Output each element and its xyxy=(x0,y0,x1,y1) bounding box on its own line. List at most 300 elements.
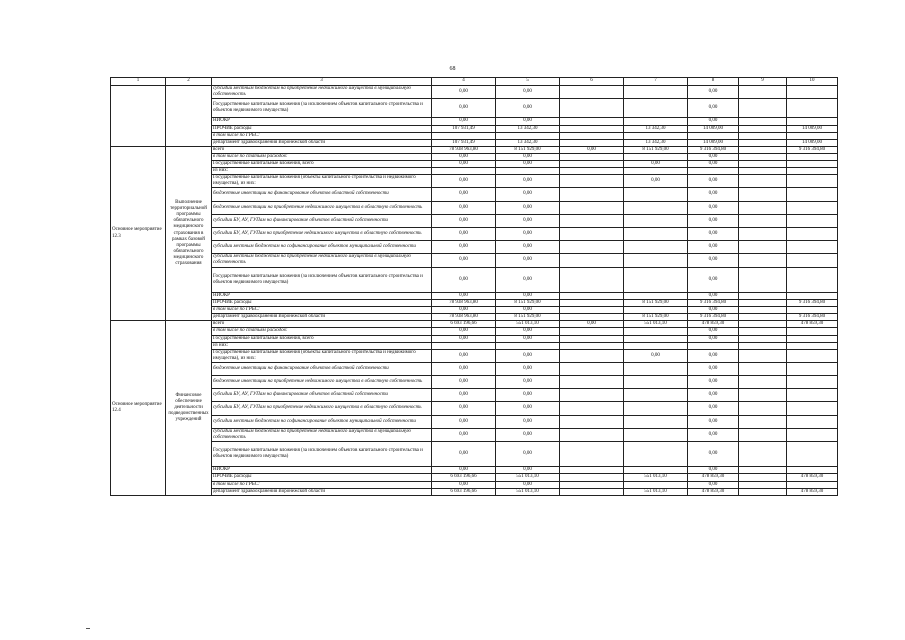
value-cell-col10 xyxy=(787,99,838,118)
table-row xyxy=(111,201,838,214)
value-cell-col7 xyxy=(624,467,688,474)
row-label: Государственные капитальные вложения (объекты капитального строительства и недвижимого имущества), из них: xyxy=(212,349,432,362)
value-cell-col4: 0,00 xyxy=(432,214,496,227)
value-cell-col5: 13 342,30 xyxy=(496,139,560,146)
value-cell-col6 xyxy=(560,307,624,314)
table-row xyxy=(111,328,838,335)
value-cell-col6: 0,00 xyxy=(560,321,624,328)
activity-code: Основное мероприятие 12.4 xyxy=(111,321,166,495)
value-cell-col6 xyxy=(560,118,624,125)
value-cell-col10: 14 009,00 xyxy=(787,125,838,132)
value-cell-col7 xyxy=(624,328,688,335)
value-cell-col9 xyxy=(739,132,787,139)
value-cell-col5: 0,00 xyxy=(496,201,560,214)
value-cell-col6 xyxy=(560,335,624,342)
value-cell-col8: 0,00 xyxy=(688,362,739,375)
value-cell-col10 xyxy=(787,292,838,299)
table-row xyxy=(111,118,838,125)
value-cell-col9 xyxy=(739,188,787,201)
value-cell-col5: 0,00 xyxy=(496,267,560,292)
value-cell-col4: 0,00 xyxy=(432,307,496,314)
value-cell-col9 xyxy=(739,328,787,335)
value-cell-col9 xyxy=(739,474,787,481)
value-cell-col9 xyxy=(739,201,787,214)
value-cell-col7: 13 342,30 xyxy=(624,125,688,132)
value-cell-col9 xyxy=(739,481,787,488)
table-row xyxy=(111,139,838,146)
value-cell-col8: 0,00 xyxy=(688,227,739,240)
value-cell-col4: 0,00 xyxy=(432,99,496,118)
row-label: бюджетные инвестиции на финансирование объектов областной собственности xyxy=(212,362,432,375)
value-cell-col5: 0,00 xyxy=(496,227,560,240)
value-cell-col8: 14 009,00 xyxy=(688,139,739,146)
value-cell-col10 xyxy=(787,161,838,168)
value-cell-col7 xyxy=(624,376,688,389)
header-cell: 7 xyxy=(624,78,688,86)
value-cell-col4: 0,00 xyxy=(432,349,496,362)
value-cell-col9 xyxy=(739,241,787,254)
value-cell-col6 xyxy=(560,241,624,254)
value-cell-col7 xyxy=(624,99,688,118)
value-cell-col6 xyxy=(560,389,624,402)
value-cell-col7: 8 151 929,00 xyxy=(624,300,688,307)
row-label: ПРОЧИЕ расходы xyxy=(212,474,432,481)
value-cell-col6 xyxy=(560,153,624,160)
value-cell-col10 xyxy=(787,428,838,441)
row-label: Государственные капитальные вложения (объекты капитального строительства и недвижимого имущества), из них: xyxy=(212,175,432,188)
value-cell-col4: 6 693 196,66 xyxy=(432,488,496,495)
value-cell-col10 xyxy=(787,86,838,99)
value-cell-col10 xyxy=(787,188,838,201)
value-cell-col10 xyxy=(787,362,838,375)
value-cell-col8: 0,00 xyxy=(688,349,739,362)
value-cell-col5: 0,00 xyxy=(496,428,560,441)
value-cell-col8: 0,00 xyxy=(688,188,739,201)
value-cell-col7 xyxy=(624,442,688,467)
row-label: субсидии местным бюджетам на софинансирование объектов муниципальной собственности xyxy=(212,241,432,254)
value-cell-col5: 0,00 xyxy=(496,254,560,267)
table-row xyxy=(111,86,838,99)
value-cell-col10 xyxy=(787,481,838,488)
value-cell-col9 xyxy=(739,161,787,168)
table-row xyxy=(111,488,838,495)
table-row xyxy=(111,300,838,307)
value-cell-col9 xyxy=(739,300,787,307)
value-cell-col6 xyxy=(560,132,624,139)
value-cell-col5: 0,00 xyxy=(496,335,560,342)
value-cell-col4: 0,00 xyxy=(432,118,496,125)
value-cell-col8: 0,00 xyxy=(688,292,739,299)
value-cell-col7 xyxy=(624,227,688,240)
table-row xyxy=(111,349,838,362)
value-cell-col7 xyxy=(624,254,688,267)
value-cell-col5: 0,00 xyxy=(496,389,560,402)
value-cell-col10 xyxy=(787,132,838,139)
value-cell-col9 xyxy=(739,321,787,328)
value-cell-col5: 0,00 xyxy=(496,161,560,168)
table-row xyxy=(111,428,838,441)
value-cell-col5: 0,00 xyxy=(496,241,560,254)
value-cell-col8: 0,00 xyxy=(688,442,739,467)
value-cell-col7 xyxy=(624,168,688,175)
value-cell-col10 xyxy=(787,442,838,467)
table-row xyxy=(111,132,838,139)
value-cell-col10 xyxy=(787,349,838,362)
value-cell-col8: 0,00 xyxy=(688,467,739,474)
value-cell-col9 xyxy=(739,488,787,495)
value-cell-col7: 551 013,10 xyxy=(624,474,688,481)
value-cell-col5: 0,00 xyxy=(496,402,560,415)
value-cell-col6 xyxy=(560,99,624,118)
value-cell-col8: 0,00 xyxy=(688,99,739,118)
value-cell-col5: 8 151 929,00 xyxy=(496,314,560,321)
value-cell-col5: 0,00 xyxy=(496,415,560,428)
value-cell-col9 xyxy=(739,168,787,175)
table-row xyxy=(111,376,838,389)
value-cell-col4: 0,00 xyxy=(432,254,496,267)
value-cell-col5: 0,00 xyxy=(496,292,560,299)
value-cell-col8: 0,00 xyxy=(688,254,739,267)
value-cell-col6 xyxy=(560,342,624,349)
value-cell-col5: 0,00 xyxy=(496,214,560,227)
value-cell-col10: 9 316 394,80 xyxy=(787,300,838,307)
value-cell-col5 xyxy=(496,132,560,139)
value-cell-col6 xyxy=(560,175,624,188)
value-cell-col8: 0,00 xyxy=(688,161,739,168)
value-cell-col10: 478 859,30 xyxy=(787,488,838,495)
value-cell-col8: 478 859,30 xyxy=(688,474,739,481)
row-label: в том числе по ГРБС: xyxy=(212,307,432,314)
value-cell-col7 xyxy=(624,86,688,99)
value-cell-col4: 0,00 xyxy=(432,188,496,201)
value-cell-col6 xyxy=(560,442,624,467)
value-cell-col10 xyxy=(787,376,838,389)
value-cell-col7 xyxy=(624,241,688,254)
value-cell-col10 xyxy=(787,168,838,175)
value-cell-col9 xyxy=(739,402,787,415)
value-cell-col4: 78 938 963,80 xyxy=(432,300,496,307)
value-cell-col6 xyxy=(560,376,624,389)
value-cell-col7: 0,00 xyxy=(624,175,688,188)
value-cell-col6 xyxy=(560,161,624,168)
row-label: субсидии БУ, АУ, ГУПам на финансирование объектов областной собственности xyxy=(212,214,432,227)
value-cell-col7 xyxy=(624,132,688,139)
value-cell-col8: 0,00 xyxy=(688,214,739,227)
table-row xyxy=(111,241,838,254)
table-row xyxy=(111,362,838,375)
value-cell-col4 xyxy=(432,342,496,349)
value-cell-col5: 0,00 xyxy=(496,99,560,118)
value-cell-col9 xyxy=(739,292,787,299)
table-row xyxy=(111,342,838,349)
value-cell-col5: 0,00 xyxy=(496,467,560,474)
table-row xyxy=(111,321,838,328)
row-label: субсидии БУ, АУ, ГУПам на финансирование объектов областной собственности xyxy=(212,389,432,402)
row-label: Государственные капитальные вложения, всего xyxy=(212,335,432,342)
value-cell-col5: 13 342,30 xyxy=(496,125,560,132)
value-cell-col7 xyxy=(624,214,688,227)
value-cell-col10 xyxy=(787,307,838,314)
value-cell-col4: 78 938 963,80 xyxy=(432,146,496,153)
row-label: в том числе по статьям расходов: xyxy=(212,153,432,160)
header-cell: 8 xyxy=(688,78,739,86)
activity-name: Выполнение территориальной программы обязательного медицинского страхования в рамках базовой программы обязательного медицинского страхования xyxy=(166,146,212,320)
value-cell-col9 xyxy=(739,99,787,118)
value-cell-col7: 0,00 xyxy=(624,161,688,168)
value-cell-col9 xyxy=(739,362,787,375)
value-cell-col9 xyxy=(739,175,787,188)
budget-table xyxy=(110,77,838,496)
header-cell: 9 xyxy=(739,78,787,86)
table-row xyxy=(111,254,838,267)
value-cell-col6 xyxy=(560,481,624,488)
value-cell-col9 xyxy=(739,415,787,428)
value-cell-col9 xyxy=(739,376,787,389)
value-cell-col4: 0,00 xyxy=(432,428,496,441)
value-cell-col6 xyxy=(560,467,624,474)
value-cell-col4: 6 693 196,66 xyxy=(432,474,496,481)
row-label: из них: xyxy=(212,342,432,349)
value-cell-col10: 478 859,30 xyxy=(787,321,838,328)
value-cell-col4: 0,00 xyxy=(432,227,496,240)
value-cell-col4: 0,00 xyxy=(432,153,496,160)
row-label: в том числе по статьям расходов: xyxy=(212,328,432,335)
value-cell-col4: 0,00 xyxy=(432,362,496,375)
value-cell-col4: 0,00 xyxy=(432,267,496,292)
value-cell-col5: 551 013,10 xyxy=(496,321,560,328)
row-label: бюджетные инвестиции на приобретение недвижимого имущества в областную собственность xyxy=(212,376,432,389)
value-cell-col8: 0,00 xyxy=(688,267,739,292)
value-cell-col4: 0,00 xyxy=(432,389,496,402)
value-cell-col10 xyxy=(787,328,838,335)
table-row xyxy=(111,168,838,175)
value-cell-col6 xyxy=(560,428,624,441)
table-row xyxy=(111,227,838,240)
value-cell-col5: 0,00 xyxy=(496,349,560,362)
header-cell: 4 xyxy=(432,78,496,86)
activity-code: Основное мероприятие 12.3 xyxy=(111,146,166,320)
table-row xyxy=(111,99,838,118)
table-row xyxy=(111,125,838,132)
value-cell-col9 xyxy=(739,442,787,467)
row-label: в том числе по ГРБС: xyxy=(212,481,432,488)
value-cell-col9 xyxy=(739,139,787,146)
value-cell-col6 xyxy=(560,227,624,240)
value-cell-col9 xyxy=(739,146,787,153)
value-cell-col7 xyxy=(624,307,688,314)
value-cell-col7: 0,00 xyxy=(624,349,688,362)
table-row xyxy=(111,153,838,160)
table-row xyxy=(111,161,838,168)
value-cell-col5: 0,00 xyxy=(496,153,560,160)
value-cell-col4: 0,00 xyxy=(432,335,496,342)
value-cell-col8 xyxy=(688,132,739,139)
value-cell-col6 xyxy=(560,362,624,375)
value-cell-col4: 78 938 963,80 xyxy=(432,314,496,321)
value-cell-col8: 0,00 xyxy=(688,241,739,254)
row-label: субсидии местным бюджетам на приобретение недвижимого имущества в муниципальную собственность xyxy=(212,86,432,99)
value-cell-col4: 0,00 xyxy=(432,415,496,428)
row-label: субсидии местным бюджетам на приобретение недвижимого имущества в муниципальную собственность xyxy=(212,428,432,441)
value-cell-col7 xyxy=(624,153,688,160)
value-cell-col7: 8 151 929,00 xyxy=(624,314,688,321)
row-label: ПРОЧИЕ расходы xyxy=(212,125,432,132)
row-label: субсидии местным бюджетам на приобретение недвижимого имущества в муниципальную собственность xyxy=(212,254,432,267)
value-cell-col7 xyxy=(624,188,688,201)
row-label: субсидии БУ, АУ, ГУПам на приобретение недвижимого имущества в областную собственность xyxy=(212,402,432,415)
value-cell-col10 xyxy=(787,153,838,160)
value-cell-col9 xyxy=(739,254,787,267)
row-label: бюджетные инвестиции на финансирование объектов областной собственности xyxy=(212,188,432,201)
activity-name: Финансовое обеспечение деятельности подведомственных учреждений xyxy=(166,321,212,495)
value-cell-col8: 478 859,30 xyxy=(688,321,739,328)
value-cell-col8: 0,00 xyxy=(688,307,739,314)
row-label: бюджетные инвестиции на приобретение недвижимого имущества в областную собственность xyxy=(212,201,432,214)
value-cell-col10 xyxy=(787,389,838,402)
value-cell-col9 xyxy=(739,153,787,160)
value-cell-col6 xyxy=(560,188,624,201)
value-cell-col9 xyxy=(739,118,787,125)
value-cell-col9 xyxy=(739,125,787,132)
value-cell-col6 xyxy=(560,402,624,415)
value-cell-col9 xyxy=(739,349,787,362)
table-row xyxy=(111,389,838,402)
header-cell: 3 xyxy=(212,78,432,86)
value-cell-col7 xyxy=(624,389,688,402)
table-row xyxy=(111,481,838,488)
value-cell-col6 xyxy=(560,86,624,99)
value-cell-col6 xyxy=(560,168,624,175)
value-cell-col8: 9 316 394,80 xyxy=(688,300,739,307)
activity-name xyxy=(166,86,212,147)
row-label: субсидии БУ, АУ, ГУПам на приобретение недвижимого имущества в областную собственность xyxy=(212,227,432,240)
value-cell-col4: 0,00 xyxy=(432,467,496,474)
value-cell-col8: 0,00 xyxy=(688,389,739,402)
value-cell-col9 xyxy=(739,86,787,99)
value-cell-col10: 9 316 394,80 xyxy=(787,314,838,321)
value-cell-col5: 551 013,10 xyxy=(496,488,560,495)
value-cell-col8: 14 009,00 xyxy=(688,125,739,132)
scan-mark xyxy=(86,628,90,629)
value-cell-col4: 0,00 xyxy=(432,201,496,214)
value-cell-col5: 0,00 xyxy=(496,362,560,375)
value-cell-col9 xyxy=(739,342,787,349)
value-cell-col8: 478 859,30 xyxy=(688,488,739,495)
value-cell-col6 xyxy=(560,139,624,146)
value-cell-col9 xyxy=(739,227,787,240)
row-label: Государственные капитальные вложения, всего xyxy=(212,161,432,168)
value-cell-col10 xyxy=(787,214,838,227)
value-cell-col8: 0,00 xyxy=(688,118,739,125)
value-cell-col8: 0,00 xyxy=(688,335,739,342)
value-cell-col9 xyxy=(739,307,787,314)
value-cell-col10 xyxy=(787,254,838,267)
value-cell-col6 xyxy=(560,201,624,214)
value-cell-col4: 0,00 xyxy=(432,86,496,99)
value-cell-col7 xyxy=(624,201,688,214)
value-cell-col6 xyxy=(560,214,624,227)
value-cell-col4: 0,00 xyxy=(432,376,496,389)
value-cell-col8: 0,00 xyxy=(688,415,739,428)
value-cell-col5: 0,00 xyxy=(496,86,560,99)
header-cell: 1 xyxy=(111,78,166,86)
table-row xyxy=(111,214,838,227)
value-cell-col5: 0,00 xyxy=(496,118,560,125)
value-cell-col5: 8 151 929,00 xyxy=(496,146,560,153)
value-cell-col6 xyxy=(560,254,624,267)
value-cell-col4: 0,00 xyxy=(432,481,496,488)
value-cell-col6: 0,00 xyxy=(560,146,624,153)
value-cell-col4: 107 931,49 xyxy=(432,125,496,132)
row-label: НИОКР xyxy=(212,292,432,299)
row-label: департамент здравоохранения Воронежской области xyxy=(212,488,432,495)
value-cell-col8: 9 316 394,80 xyxy=(688,314,739,321)
row-label: Государственные капитальные вложения (за исключением объектов капитального строительства и объектов недвижимого имущества) xyxy=(212,267,432,292)
value-cell-col4: 0,00 xyxy=(432,292,496,299)
value-cell-col6 xyxy=(560,488,624,495)
value-cell-col10 xyxy=(787,467,838,474)
activity-code xyxy=(111,86,166,147)
value-cell-col9 xyxy=(739,267,787,292)
table-row xyxy=(111,188,838,201)
value-cell-col10 xyxy=(787,118,838,125)
value-cell-col9 xyxy=(739,335,787,342)
value-cell-col6 xyxy=(560,267,624,292)
header-cell: 6 xyxy=(560,78,624,86)
value-cell-col9 xyxy=(739,467,787,474)
table-row xyxy=(111,335,838,342)
value-cell-col7 xyxy=(624,481,688,488)
value-cell-col10 xyxy=(787,267,838,292)
table-row xyxy=(111,175,838,188)
value-cell-col10 xyxy=(787,227,838,240)
value-cell-col7 xyxy=(624,362,688,375)
value-cell-col4: 107 931,49 xyxy=(432,139,496,146)
value-cell-col10 xyxy=(787,335,838,342)
value-cell-col8: 0,00 xyxy=(688,175,739,188)
value-cell-col7 xyxy=(624,342,688,349)
table-row xyxy=(111,292,838,299)
value-cell-col5: 0,00 xyxy=(496,481,560,488)
value-cell-col8: 0,00 xyxy=(688,428,739,441)
value-cell-col8: 0,00 xyxy=(688,376,739,389)
value-cell-col5: 8 151 929,00 xyxy=(496,300,560,307)
value-cell-col10 xyxy=(787,241,838,254)
value-cell-col4: 0,00 xyxy=(432,241,496,254)
row-label: НИОКР xyxy=(212,118,432,125)
value-cell-col7: 8 151 929,00 xyxy=(624,146,688,153)
header-cell: 2 xyxy=(166,78,212,86)
value-cell-col5: 0,00 xyxy=(496,442,560,467)
table-row xyxy=(111,442,838,467)
row-label: ПРОЧИЕ расходы xyxy=(212,300,432,307)
value-cell-col8: 0,00 xyxy=(688,328,739,335)
value-cell-col7 xyxy=(624,335,688,342)
value-cell-col5: 0,00 xyxy=(496,376,560,389)
table-row xyxy=(111,474,838,481)
value-cell-col6 xyxy=(560,292,624,299)
value-cell-col8: 0,00 xyxy=(688,153,739,160)
value-cell-col10: 478 859,30 xyxy=(787,474,838,481)
row-label: Государственные капитальные вложения (за исключением объектов капитального строительства и объектов недвижимого имущества) xyxy=(212,99,432,118)
value-cell-col10 xyxy=(787,415,838,428)
value-cell-col7 xyxy=(624,402,688,415)
value-cell-col9 xyxy=(739,214,787,227)
value-cell-col5 xyxy=(496,168,560,175)
value-cell-col8: 9 316 394,80 xyxy=(688,146,739,153)
value-cell-col6 xyxy=(560,415,624,428)
value-cell-col10 xyxy=(787,175,838,188)
